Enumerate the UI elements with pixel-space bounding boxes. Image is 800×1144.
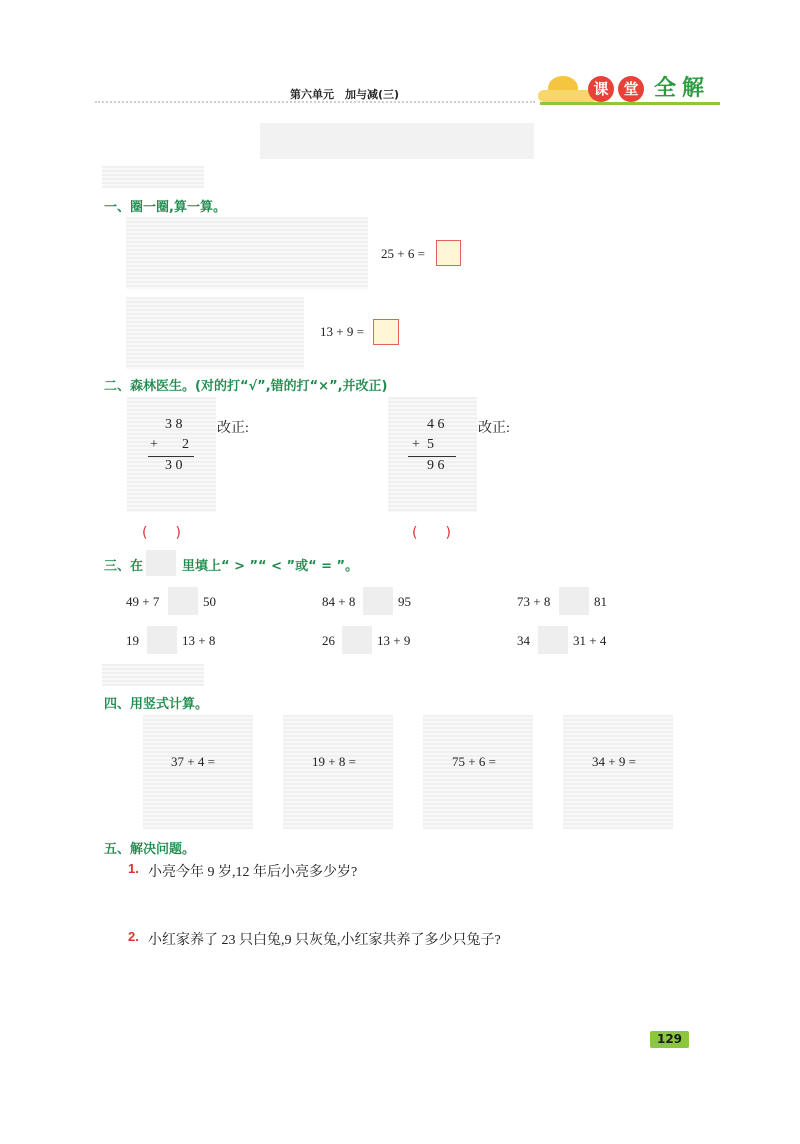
compare-left-3: 73 + 8 xyxy=(517,594,551,609)
compare-right-4: 13 + 8 xyxy=(182,633,216,648)
judge-paren-b[interactable]: ( ) xyxy=(412,525,451,541)
compare-left-1: 49 + 7 xyxy=(126,594,160,609)
calc-a-top: 3 8 xyxy=(165,417,183,432)
compare-right-6: 31 + 4 xyxy=(573,633,607,648)
compare-box-4[interactable] xyxy=(147,626,177,654)
compare-right-2: 95 xyxy=(398,594,411,609)
vertical-calc-3: 75 + 6 = xyxy=(452,754,496,769)
answer-box-1[interactable] xyxy=(436,240,461,266)
circle-picture-1 xyxy=(126,217,368,289)
blurred-label-2 xyxy=(102,664,204,686)
page-number: 129 xyxy=(656,1032,683,1046)
equation-1: 25 + 6 = xyxy=(381,246,425,261)
brand-char-4: 解 xyxy=(682,76,705,101)
problem-2-number: 2. xyxy=(128,929,139,944)
calc-b-result: 9 6 xyxy=(427,458,445,473)
brand-underline xyxy=(540,102,720,105)
problem-1-text: 小亮今年 9 岁,12 年后小亮多少岁? xyxy=(148,865,358,880)
brand-char-3: 全 xyxy=(654,76,677,101)
section-5-title: 五、解决问题。 xyxy=(104,842,196,857)
vertical-calc-card-1[interactable] xyxy=(143,715,253,829)
brand-char-2: 堂 xyxy=(618,76,644,102)
vertical-calc-1: 37 + 4 = xyxy=(171,754,215,769)
compare-left-5: 26 xyxy=(322,633,335,648)
answer-box-2[interactable] xyxy=(373,319,399,345)
compare-right-3: 81 xyxy=(594,594,607,609)
fix-label-b: 改正: xyxy=(478,421,510,436)
compare-box-5[interactable] xyxy=(342,626,372,654)
brand-char-1: 课 xyxy=(588,76,614,102)
section-4-title: 四、用竖式计算。 xyxy=(104,697,209,712)
problem-1-number: 1. xyxy=(128,861,139,876)
compare-left-6: 34 xyxy=(517,633,530,648)
compare-right-5: 13 + 9 xyxy=(377,633,411,648)
compare-box-3[interactable] xyxy=(559,587,589,615)
judge-paren-a[interactable]: ( ) xyxy=(142,525,181,541)
blurred-lesson-title xyxy=(260,123,534,159)
header-title: 第六单元 加与减(三) xyxy=(290,88,400,101)
calc-b-line xyxy=(408,456,456,457)
brand-logo xyxy=(530,76,720,104)
vertical-calc-card-4[interactable] xyxy=(563,715,673,829)
section-3-title-b: 里填上“ > ”“ < ”或“ = ”。 xyxy=(182,559,359,574)
blurred-label xyxy=(102,166,204,188)
calc-a-result: 3 0 xyxy=(165,458,183,473)
compare-box-2[interactable] xyxy=(363,587,393,615)
calc-a-bottom: 2 xyxy=(182,437,189,452)
calc-b-top: 4 6 xyxy=(427,417,445,432)
calc-card-a xyxy=(127,397,216,512)
circle-picture-2 xyxy=(126,297,304,369)
section-3-title-a: 三、在 xyxy=(104,559,144,574)
fix-label-a: 改正: xyxy=(217,421,249,436)
section-2-title: 二、森林医生。(对的打“√”,错的打“×”,并改正) xyxy=(104,379,388,394)
calc-a-op: + xyxy=(150,437,158,452)
equation-2: 13 + 9 = xyxy=(320,324,364,339)
calc-card-b xyxy=(388,397,477,512)
vertical-calc-card-2[interactable] xyxy=(283,715,393,829)
compare-right-1: 50 xyxy=(203,594,216,609)
problem-2-text: 小红家养了 23 只白兔,9 只灰兔,小红家共养了多少只兔子? xyxy=(148,933,501,948)
compare-box-6[interactable] xyxy=(538,626,568,654)
calc-b-op: + xyxy=(412,437,420,452)
calc-b-bottom: 5 xyxy=(427,437,434,452)
section-1-title: 一、圈一圈,算一算。 xyxy=(104,200,226,215)
calc-a-line xyxy=(148,456,194,457)
vertical-calc-4: 34 + 9 = xyxy=(592,754,636,769)
compare-sample-box xyxy=(146,550,176,576)
compare-left-2: 84 + 8 xyxy=(322,594,356,609)
compare-left-4: 19 xyxy=(126,633,139,648)
vertical-calc-card-3[interactable] xyxy=(423,715,533,829)
vertical-calc-2: 19 + 8 = xyxy=(312,754,356,769)
compare-box-1[interactable] xyxy=(168,587,198,615)
header-divider xyxy=(95,101,535,103)
